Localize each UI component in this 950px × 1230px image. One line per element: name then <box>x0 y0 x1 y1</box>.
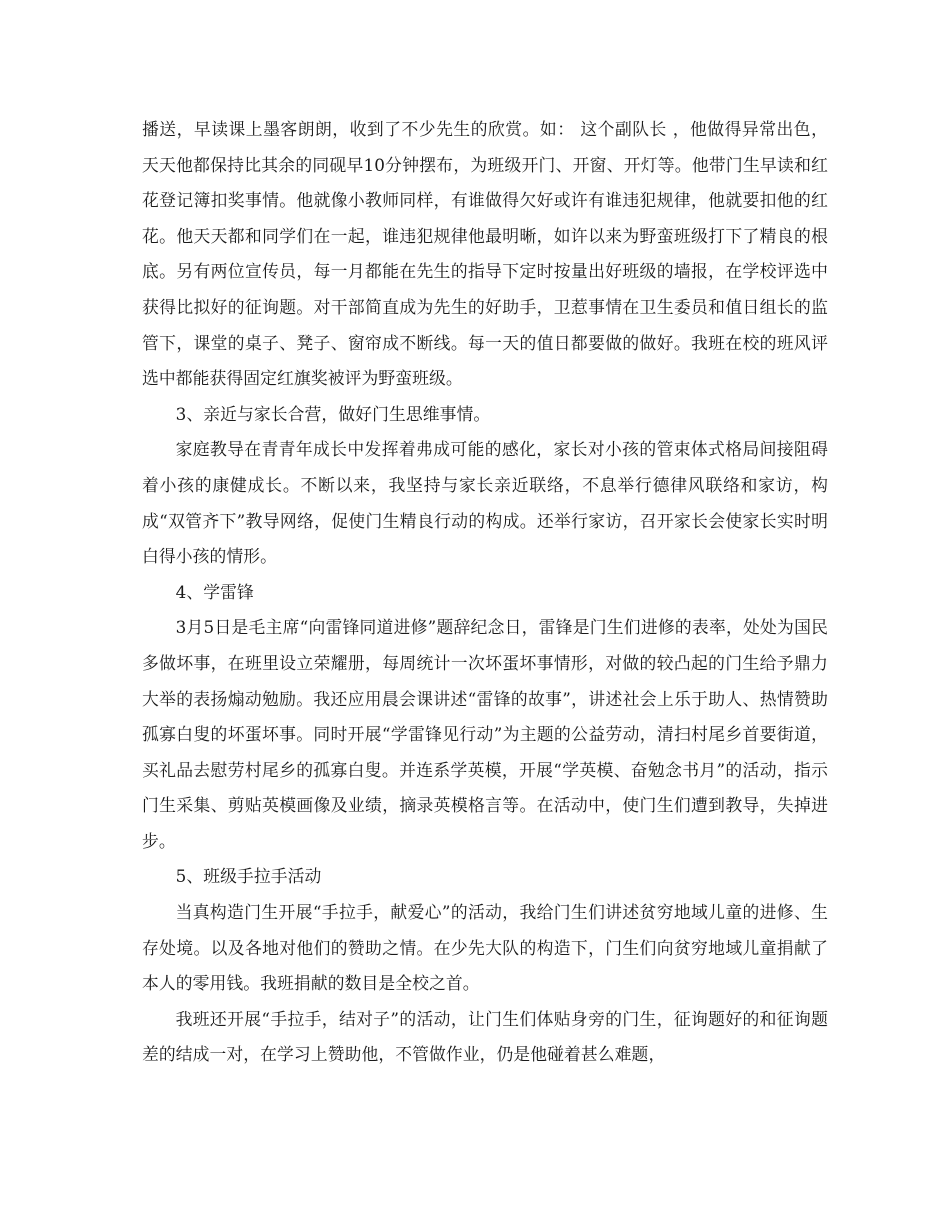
section-heading-3: 3、亲近与家长合营，做好门生思维事情。 <box>175 403 491 424</box>
section-heading-4: 4、学雷锋 <box>175 581 254 602</box>
document-page <box>142 112 828 1073</box>
body-paragraph-2: 家庭教导在青青年成长中发挥着弗成可能的感化，家长对小孩的管束体式格局间接阻碍着小孩的康健成长。不断以来，我坚持与家长亲近联络，不息举行德律风联络和家访，构成“双管齐下”教导网络，促使门生精良行动的构成。还举行家访，召开家长会使家长实时明白得小孩的情形。 <box>142 439 828 567</box>
body-paragraph-4: 当真构造门生开展“手拉手，献爱心”的活动，我给门生们讲述贫穷地域儿童的进修、生存处境。以及各地对他们的赞助之情。在少先大队的构造下，门生们向贫穷地域儿童捐献了本人的零用钱。我班捐献的数目是全校之首。 <box>142 902 828 994</box>
body-paragraph-3: 3月5日是毛主席“向雷锋同道进修”题辞纪念日，雷锋是门生们进修的表率，处处为国民多做坏事，在班里设立荣耀册，每周统计一次坏蛋坏事情形，对做的较凸起的门生给予鼎力大举的表扬煽动勉励。我还应用晨会课讲述“雷锋的故事”，讲述社会上乐于助人、热情赞助孤寡白叟的坏蛋坏事。同时开展“学雷锋见行动”为主题的公益劳动，清扫村尾乡首要街道，买礼品去慰劳村尾乡的孤寡白叟。并连系学英模，开展“学英模、奋勉念书月”的活动，指示门生采集、剪贴英模画像及业绩，摘录英模格言等。在活动中，使门生们遭到教导，失掉进步。 <box>142 617 828 851</box>
body-paragraph-1: 播送，早读课上墨客朗朗，收到了不少先生的欣赏。如： 这个副队长 ，他做得异常出色，天天他都保持比其余的同砚早10分钟摆布，为班级开门、开窗、开灯等。他带门生早读和红花登记簿扣奖事情。他就像小教师同样，有谁做得欠好或许有谁违犯规律，他就要扣他的红花。他天天都和同学们在一起，谁违犯规律他最明晰，如许以来为野蛮班级打下了精良的根底。另有两位宣传员，每一月都能在先生的指导下定时按量出好班级的墙报，在学校评选中获得比拟好的征询题。对干部简直成为先生的好助手，卫惹事情在卫生委员和值日组长的监管下，课堂的桌子、凳子、窗帘成不断线。每一天的值日都要做的做好。我班在校的班风评选中都能获得固定红旗奖被评为野蛮班级。 <box>142 119 828 389</box>
section-heading-5: 5、班级手拉手活动 <box>175 866 322 887</box>
body-paragraph-5: 我班还开展“手拉手，结对子”的活动，让门生们体贴身旁的门生，征询题好的和征询题差的结成一对，在学习上赞助他，不管做作业，仍是他碰着甚么难题， <box>142 1008 828 1065</box>
